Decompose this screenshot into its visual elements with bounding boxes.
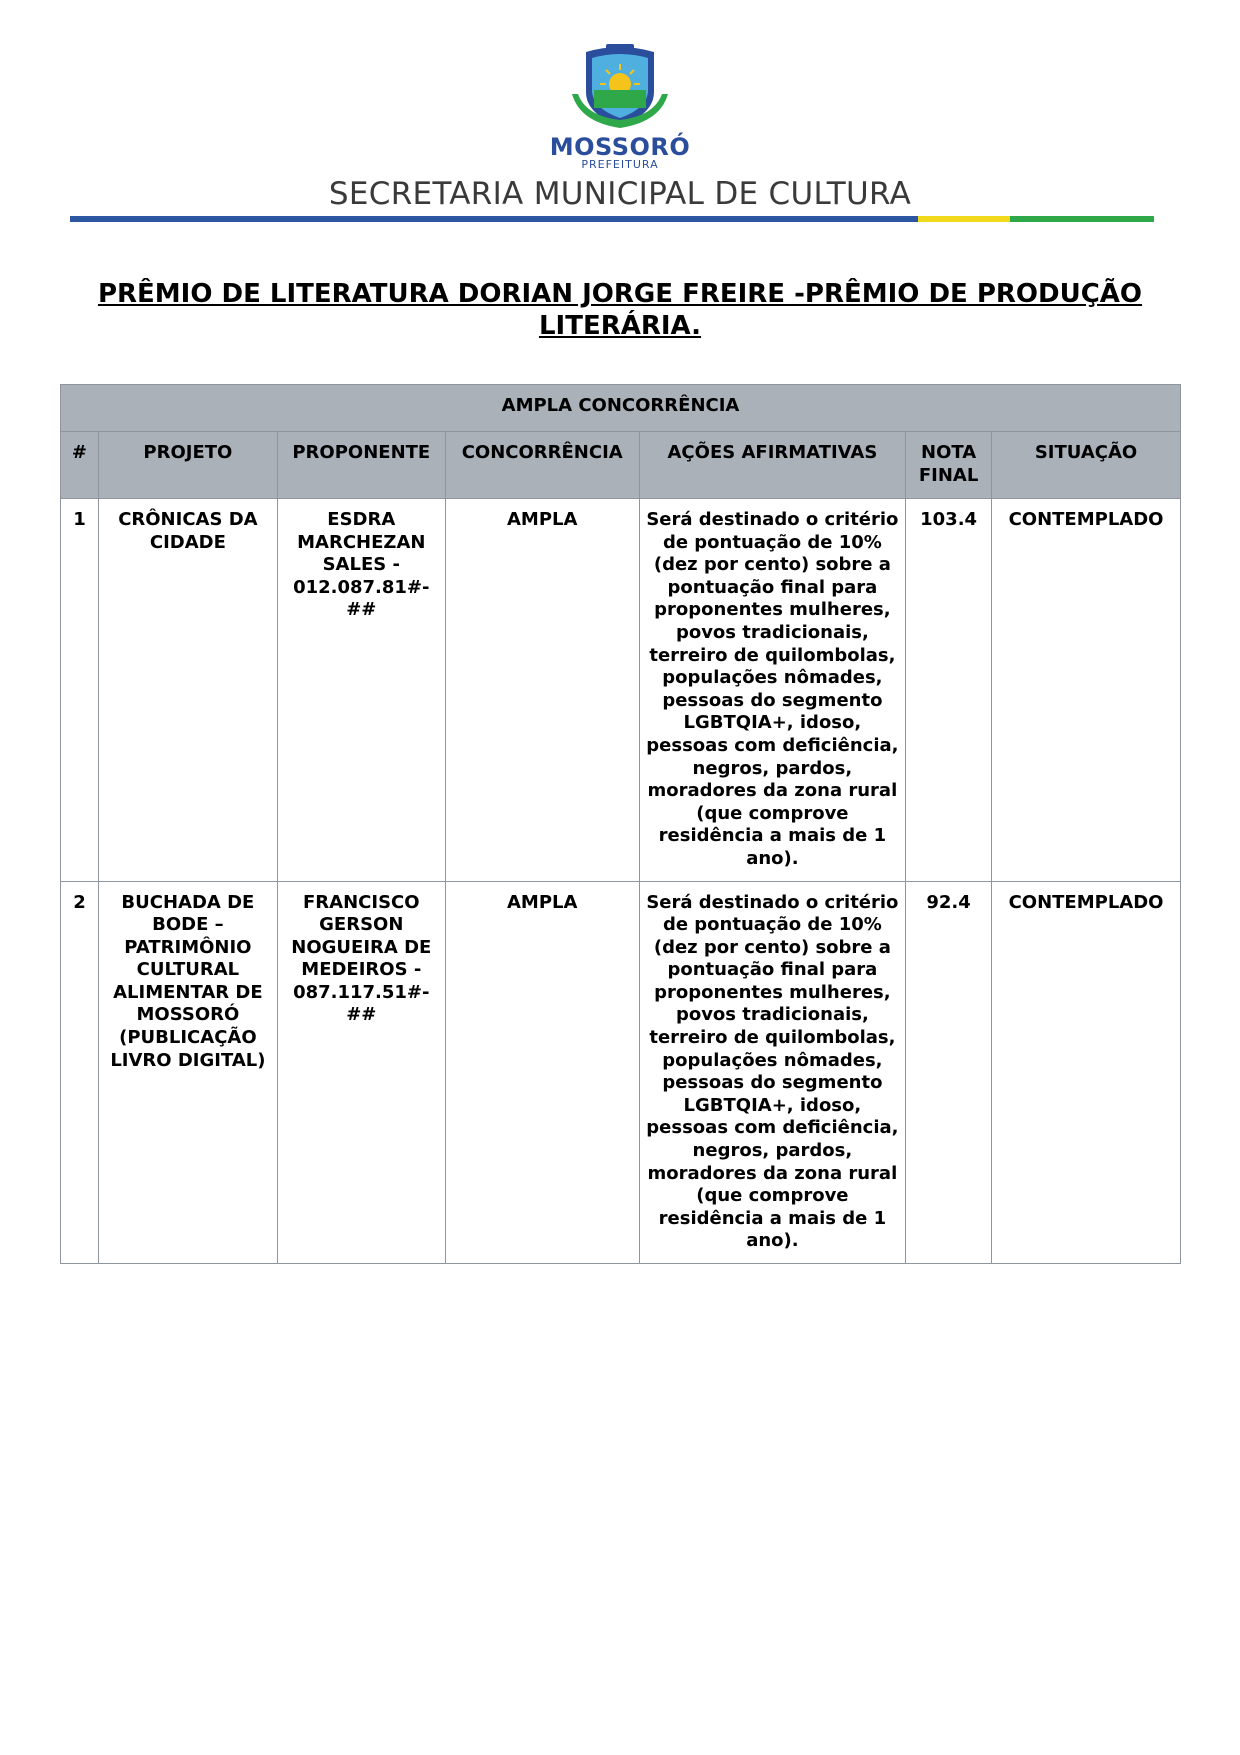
- table-header-row: [61, 432, 1181, 499]
- brand-subtitle: PREFEITURA: [581, 158, 659, 171]
- band-label: AMPLA CONCORRÊNCIA: [61, 385, 1181, 432]
- header-rule-green: [1010, 216, 1154, 222]
- competition-cell: AMPLA: [445, 881, 639, 1264]
- column-header: CONCORRÊNCIA: [445, 432, 639, 499]
- header-rule-yellow: [918, 216, 1010, 222]
- brand-name: MOSSORÓ: [549, 133, 691, 161]
- status-cell: CONTEMPLADO: [992, 881, 1181, 1264]
- table-row: [61, 499, 1181, 882]
- column-header: #: [61, 432, 99, 499]
- project-cell: CRÔNICAS DA CIDADE: [98, 499, 277, 882]
- column-header: NOTA FINAL: [906, 432, 992, 499]
- document-title: PRÊMIO DE LITERATURA DORIAN JORGE FREIRE -PRÊMIO DE PRODUÇÃO LITERÁRIA.: [97, 279, 1143, 341]
- final-score-cell: 92.4: [906, 881, 992, 1264]
- affirmative-actions-cell: Será destinado o critério de pontuação de 10% (dez por cento) sobre a pontuação final para proponentes mulheres, povos tradicionais, terreiro de quilombolas, populações nômades, pessoas do segmento LGBTQIA+, idoso, pessoas com deficiência, negros, pardos, moradores da zona rural (que comprove residência a mais de 1 ano).: [639, 499, 905, 882]
- row-number: 1: [61, 499, 99, 882]
- header-rule-blue: [70, 216, 918, 222]
- column-header: PROJETO: [98, 432, 277, 499]
- affirmative-actions-cell: Será destinado o critério de pontuação de 10% (dez por cento) sobre a pontuação final para proponentes mulheres, povos tradicionais, terreiro de quilombolas, populações nômades, pessoas do segmento LGBTQIA+, idoso, pessoas com deficiência, negros, pardos, moradores da zona rural (que comprove residência a mais de 1 ano).: [639, 881, 905, 1264]
- table-row: [61, 881, 1181, 1264]
- department-name: SECRETARIA MUNICIPAL DE CULTURA: [328, 176, 912, 212]
- competition-cell: AMPLA: [445, 499, 639, 882]
- column-header: AÇÕES AFIRMATIVAS: [639, 432, 905, 499]
- row-number: 2: [61, 881, 99, 1264]
- final-score-cell: 103.4: [906, 499, 992, 882]
- column-header: SITUAÇÃO: [992, 432, 1181, 499]
- proponent-cell: FRANCISCO GERSON NOGUEIRA DE MEDEIROS - 087.117.51#-##: [277, 881, 445, 1264]
- column-header: PROPONENTE: [277, 432, 445, 499]
- city-crest-logo: [566, 44, 674, 130]
- proponent-cell: ESDRA MARCHEZAN SALES - 012.087.81#-##: [277, 499, 445, 882]
- table-band-row: [61, 385, 1181, 432]
- status-cell: CONTEMPLADO: [992, 499, 1181, 882]
- results-table: [60, 384, 1181, 1264]
- project-cell: BUCHADA DE BODE – PATRIMÔNIO CULTURAL ALIMENTAR DE MOSSORÓ (PUBLICAÇÃO LIVRO DIGITAL): [98, 881, 277, 1264]
